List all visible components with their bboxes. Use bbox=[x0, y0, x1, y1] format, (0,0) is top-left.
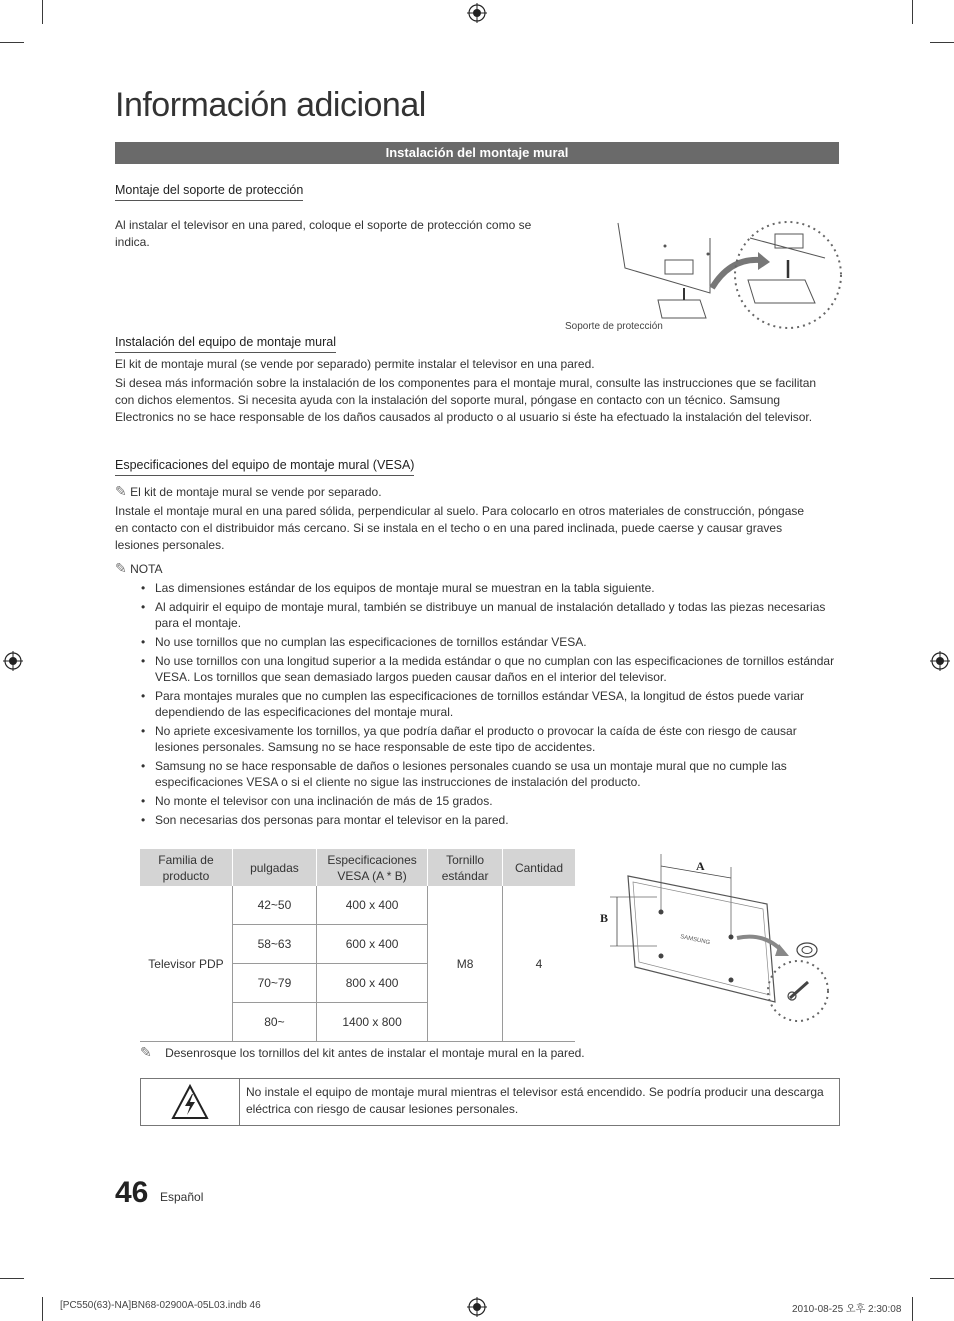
footer-file-info: [PC550(63)-NA]BN68-02900A-05L03.indb 46 bbox=[60, 1300, 261, 1311]
list-item: • Son necesarias dos personas para montar el televisor en la pared. bbox=[141, 812, 841, 828]
warning-text: No instale el equipo de montaje mural mientras el televisor está encendido. Se podría producir una descarga eléctrica con riesgo de causar lesiones personales. bbox=[246, 1085, 824, 1116]
crop-mark bbox=[0, 42, 24, 43]
wall-mount-install-para-2: Si desea más información sobre la instalación de los componentes para el montaje mural, consulte las instrucciones que se facilitan con dichos elementos. Si necesita ayuda con la instalación del soporte mural, póngase en contacto con un técnico. Samsung Electronics no se hace responsable de los daños causados al producto o al usuario si éste ha efectuado la instalación del televisor. bbox=[115, 376, 817, 424]
list-item: • Para montajes murales que no cumplen las especificaciones de tornillos estándar VESA, la longitud de éstos puede variar dependiendo de las especificaciones del montaje mural. bbox=[141, 688, 841, 720]
registration-mark-icon bbox=[467, 1297, 487, 1317]
table-cell-inches: 42~50 bbox=[232, 886, 316, 925]
table-cell-vesa: 1400 x 800 bbox=[316, 1003, 427, 1042]
page-title: Información adicional bbox=[115, 86, 426, 124]
page-number: 46 bbox=[115, 1176, 149, 1209]
crop-mark bbox=[42, 1297, 43, 1321]
vesa-note-text: El kit de montaje mural se vende por separado. bbox=[130, 485, 382, 499]
warning-icon-cell bbox=[141, 1079, 240, 1125]
list-item: • Las dimensiones estándar de los equipos de montaje mural se muestran en la tabla siguiente. bbox=[141, 580, 841, 596]
dimension-label-b: B bbox=[600, 911, 609, 925]
list-item: • Al adquirir el equipo de montaje mural, también se distribuye un manual de instalación detallado y todas las piezas necesarias para el montaje. bbox=[141, 599, 841, 631]
registration-mark-icon bbox=[3, 651, 23, 671]
table-cell-inches: 58~63 bbox=[232, 925, 316, 964]
section-title-bar: Instalación del montaje mural bbox=[115, 142, 839, 164]
list-item: • No apriete excesivamente los tornillos, ya que podría dañar el producto o provocar la caída de éste con riesgo de causar lesiones personales. Samsung no se hace responsable de este tipo de accidentes. bbox=[141, 723, 841, 755]
crop-mark bbox=[930, 1278, 954, 1279]
electric-shock-warning-icon bbox=[171, 1084, 209, 1120]
table-cell-vesa: 800 x 400 bbox=[316, 964, 427, 1003]
crop-mark bbox=[930, 42, 954, 43]
unscrew-note-text: Desenrosque los tornillos del kit antes de instalar el montaje mural en la pared. bbox=[165, 1046, 585, 1060]
crop-mark bbox=[912, 1297, 913, 1321]
pencil-note-icon: ✎ bbox=[140, 1044, 152, 1060]
protective-stand-caption: Soporte de protección bbox=[565, 321, 663, 332]
protective-stand-illustration bbox=[565, 218, 840, 333]
pencil-note-icon: ✎ bbox=[115, 560, 127, 576]
table-cell-screw: M8 bbox=[428, 886, 503, 1042]
dimension-label-a: A bbox=[696, 859, 705, 873]
table-cell-vesa: 600 x 400 bbox=[316, 925, 427, 964]
wall-mount-install-para-1: El kit de montaje mural (se vende por separado) permite instalar el televisor en una pared. bbox=[115, 357, 595, 371]
table-row bbox=[140, 886, 575, 925]
note-label-row bbox=[115, 560, 835, 578]
wall-mount-install-heading: Instalación del equipo de montaje mural bbox=[115, 335, 336, 353]
table-cell-family: Televisor PDP bbox=[140, 886, 232, 1042]
table-header-cell: Tornillo estándar bbox=[428, 849, 503, 886]
pencil-note-icon: ✎ bbox=[115, 483, 127, 499]
vesa-heading: Especificaciones del equipo de montaje mural (VESA) bbox=[115, 458, 414, 476]
table-header-cell: pulgadas bbox=[232, 849, 316, 886]
vesa-spec-table bbox=[140, 849, 575, 1042]
footer-date: 2010-08-25 오후 2:30:08 bbox=[792, 1304, 902, 1315]
list-item: • No use tornillos con una longitud superior a la medida estándar o que no cumplan con las especificaciones de tornillos estándar VESA. Los tornillos que sean demasiado largos pueden causar daños en el interior del televisor. bbox=[141, 653, 841, 685]
vesa-note-sold-separately bbox=[115, 483, 835, 501]
registration-mark-icon bbox=[467, 3, 487, 23]
table-cell-vesa: 400 x 400 bbox=[316, 886, 427, 925]
note-bullet-list bbox=[141, 580, 841, 831]
table-cell-inches: 70~79 bbox=[232, 964, 316, 1003]
crop-mark bbox=[0, 1278, 24, 1279]
table-header-row bbox=[140, 849, 575, 886]
warning-box bbox=[140, 1078, 840, 1126]
page-language: Español bbox=[160, 1190, 204, 1204]
protective-stand-text: Al instalar el televisor en una pared, coloque el soporte de protección como se indica. bbox=[115, 218, 532, 249]
table-cell-quantity: 4 bbox=[502, 886, 575, 1042]
list-item: • Samsung no se hace responsable de daños o lesiones personales cuando se usa un montaje mural que no cumple las especificaciones VESA o si el cliente no sigue las instrucciones de instalación del producto. bbox=[141, 758, 841, 790]
unscrew-note bbox=[140, 1044, 860, 1062]
tv-back-vesa-diagram bbox=[595, 852, 840, 1022]
crop-mark bbox=[912, 0, 913, 24]
table-cell-inches: 80~ bbox=[232, 1003, 316, 1042]
table-header-cell: Cantidad bbox=[502, 849, 575, 886]
table-header-cell: Familia de producto bbox=[140, 849, 232, 886]
brand-label: SAMSUNG bbox=[679, 934, 711, 947]
note-label: NOTA bbox=[130, 562, 163, 576]
crop-mark bbox=[42, 0, 43, 24]
list-item: • No use tornillos que no cumplan las especificaciones de tornillos estándar VESA. bbox=[141, 634, 841, 650]
list-item: • No monte el televisor con una inclinación de más de 15 grados. bbox=[141, 793, 841, 809]
vesa-paragraph: Instale el montaje mural en una pared sólida, perpendicular al suelo. Para colocarlo en otros materiales de construcción, póngase en contacto con el distribuidor más cercano. Si se instala en el techo o en una pared inclinada, puede caerse y causar graves lesiones personales. bbox=[115, 504, 805, 552]
protective-stand-heading: Montaje del soporte de protección bbox=[115, 183, 303, 201]
registration-mark-icon bbox=[930, 651, 950, 671]
table-header-cell: Especificaciones VESA (A * B) bbox=[316, 849, 427, 886]
